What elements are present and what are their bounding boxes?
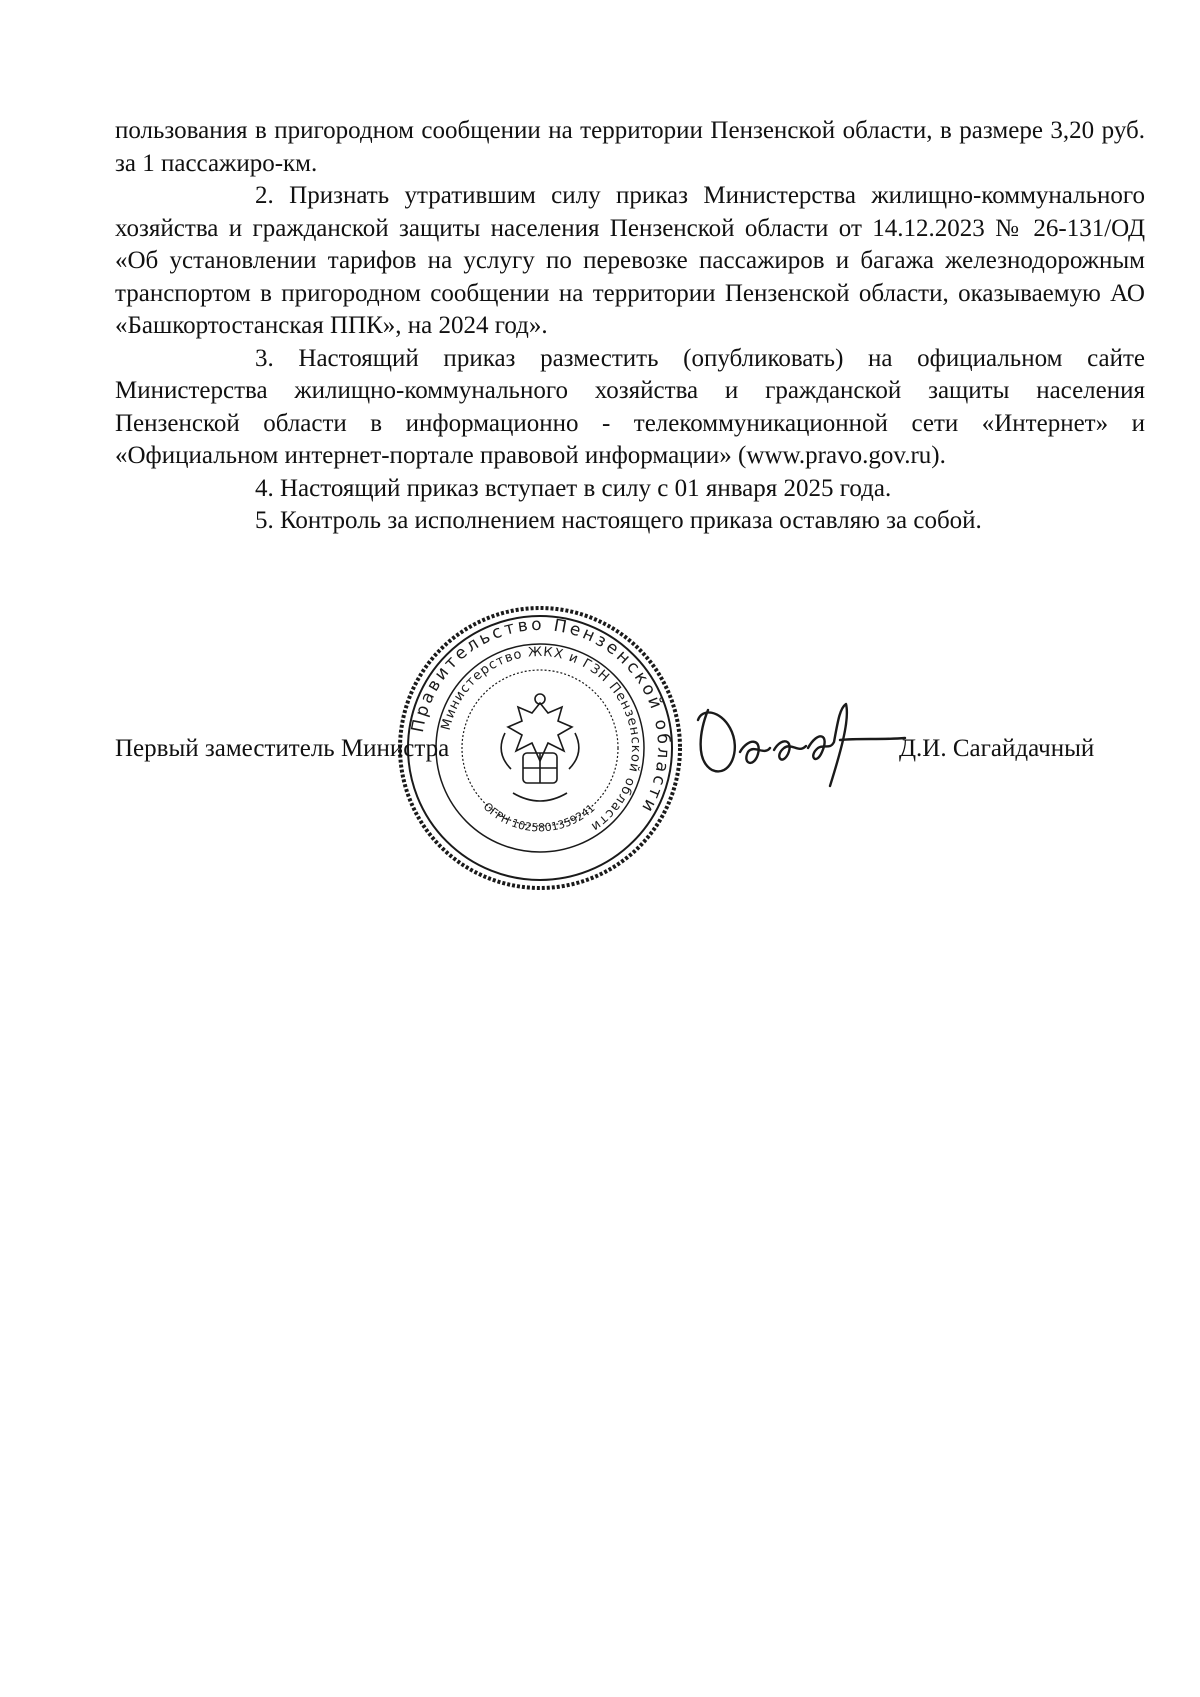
paragraph-2 xyxy=(115,180,1145,343)
paragraph-number: 2. xyxy=(255,182,274,209)
paragraph-number: 4. xyxy=(255,474,274,502)
paragraph-text: Настоящий приказ разместить (опубликовать) на официальном сайте Министерства жилищно-коммунального хозяйства и гражданской защиты населения Пензенской области в информационно - телекоммуникационной сети «Интернет» и «Официальном интернет-портале правовой информации» (www.pravo.gov.ru). xyxy=(115,344,1145,469)
paragraph-number: 5. xyxy=(255,507,274,534)
paragraph-number: 3. xyxy=(255,344,274,372)
paragraph-text: пользования в пригородном сообщении на территории Пензенской области, в размере 3,20 руб. за 1 пассажиро-км. xyxy=(115,117,1145,177)
paragraph-3 xyxy=(115,343,1145,473)
paragraph-continuation xyxy=(115,115,1145,180)
signer-title: Первый заместитель Министра xyxy=(115,735,450,762)
paragraph-5 xyxy=(115,505,1145,538)
signature-block xyxy=(115,735,1155,775)
paragraph-text: Контроль за исполнением настоящего приказа оставляю за собой. xyxy=(280,507,982,534)
stamp-inner-text: Министерство ЖКХ и ГЗН Пензенской области xyxy=(438,644,644,835)
document-body xyxy=(115,115,1145,538)
paragraph-text: Настоящий приказ вступает в силу с 01 января 2025 года. xyxy=(280,474,892,502)
stamp-outer-text: Правительство Пензенской области xyxy=(407,614,674,818)
paragraph-text: Признать утратившим силу приказ Министерства жилищно-коммунального хозяйства и гражданской защиты населения Пензенской области от 14.12.2023 № 26-131/ОД «Об установлении тарифов на услугу по перевозке пассажиров и багажа железнодорожным транспортом в пригородном сообщении на территории Пензенской области, оказываемую АО «Башкортостанская ППК», на 2024 год». xyxy=(115,182,1145,339)
signer-name: Д.И. Сагайдачный xyxy=(899,735,1095,762)
stamp-ogrn-text: ОГРН 1025801359241 xyxy=(480,799,598,835)
paragraph-4 xyxy=(115,473,1145,506)
